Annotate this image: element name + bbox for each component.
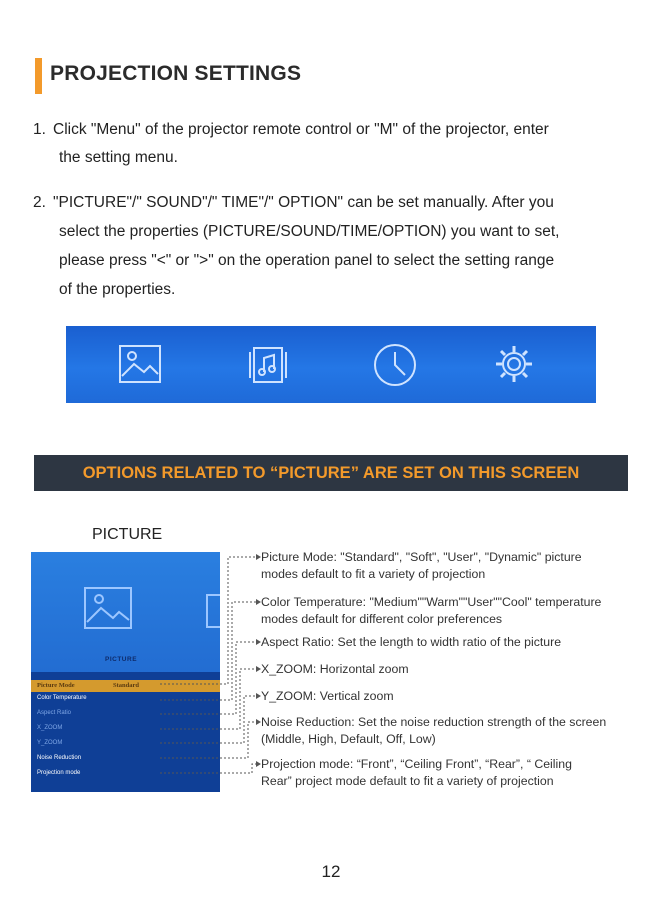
description-color-temperature <box>261 594 631 628</box>
step-number: 2. <box>33 194 46 211</box>
menu-title: PICTURE <box>105 656 138 663</box>
description-line: modes default to fit a variety of projection <box>261 567 486 581</box>
description-line: Projection mode: “Front”, “Ceiling Front”, “Rear”, “ Ceiling <box>261 757 572 771</box>
menu-icon-strip <box>66 326 596 403</box>
menu-item-x-zoom[interactable]: X_ZOOM <box>37 725 63 731</box>
description-aspect-ratio <box>261 634 631 651</box>
description-line: Picture Mode: "Standard", "Soft", "User", "Dynamic" picture <box>261 550 582 564</box>
description-noise-reduction <box>261 714 631 748</box>
menu-item-noise-reduction[interactable]: Noise Reduction <box>37 755 82 761</box>
page-number: 12 <box>321 862 341 881</box>
leader-lines <box>150 550 262 780</box>
step-2 <box>33 188 633 304</box>
step-line: "PICTURE"/" SOUND"/" TIME"/" OPTION" can be set manually. After you <box>53 194 554 211</box>
description-picture-mode <box>261 549 631 583</box>
title-accent-bar <box>35 58 42 94</box>
description-line: Noise Reduction: Set the noise reduction strength of the screen <box>261 715 607 729</box>
picture-icon <box>83 586 133 630</box>
picture-icon <box>118 342 162 386</box>
description-line: Rear” project mode default to fit a variety of projection <box>261 774 554 788</box>
menu-item-y-zoom[interactable]: Y_ZOOM <box>37 740 63 746</box>
description-line: Color Temperature: "Medium""Warm""User""Cool" temperature <box>261 595 602 609</box>
description-y-zoom <box>261 688 631 705</box>
sound-icon <box>246 342 290 386</box>
section-banner: OPTIONS RELATED TO “PICTURE” ARE SET ON THIS SCREEN <box>34 455 628 491</box>
step-line: the setting menu. <box>59 149 178 166</box>
description-line: Y_ZOOM: Vertical zoom <box>261 689 394 703</box>
picture-label: PICTURE <box>92 526 163 543</box>
description-line: Aspect Ratio: Set the length to width ratio of the picture <box>261 635 562 649</box>
picture-mode-label: Picture Mode <box>37 682 75 689</box>
step-line: of the properties. <box>59 281 176 298</box>
step-line: please press "<" or ">" on the operation panel to select the setting range <box>59 252 555 269</box>
picture-mode-value: Standard <box>113 682 140 689</box>
option-icon <box>492 342 536 386</box>
description-line: modes default for different color preferences <box>261 612 503 626</box>
step-line: select the properties (PICTURE/SOUND/TIME/OPTION) you want to set, <box>59 223 560 240</box>
time-icon <box>372 342 418 388</box>
description-projection-mode <box>261 756 631 790</box>
menu-item-projection-mode[interactable]: Projection mode <box>37 770 81 776</box>
step-line: Click "Menu" of the projector remote control or "M" of the projector, enter <box>53 121 549 138</box>
menu-item-color-temperature[interactable]: Color Temperature <box>37 695 87 701</box>
step-number: 1. <box>33 121 46 138</box>
description-line: X_ZOOM: Horizontal zoom <box>261 662 409 676</box>
page-title: PROJECTION SETTINGS <box>50 62 302 85</box>
description-line: (Middle, High, Default, Off, Low) <box>261 732 436 746</box>
description-x-zoom <box>261 661 631 678</box>
step-1 <box>33 116 633 172</box>
menu-item-aspect-ratio[interactable]: Aspect Ratio <box>37 710 72 716</box>
